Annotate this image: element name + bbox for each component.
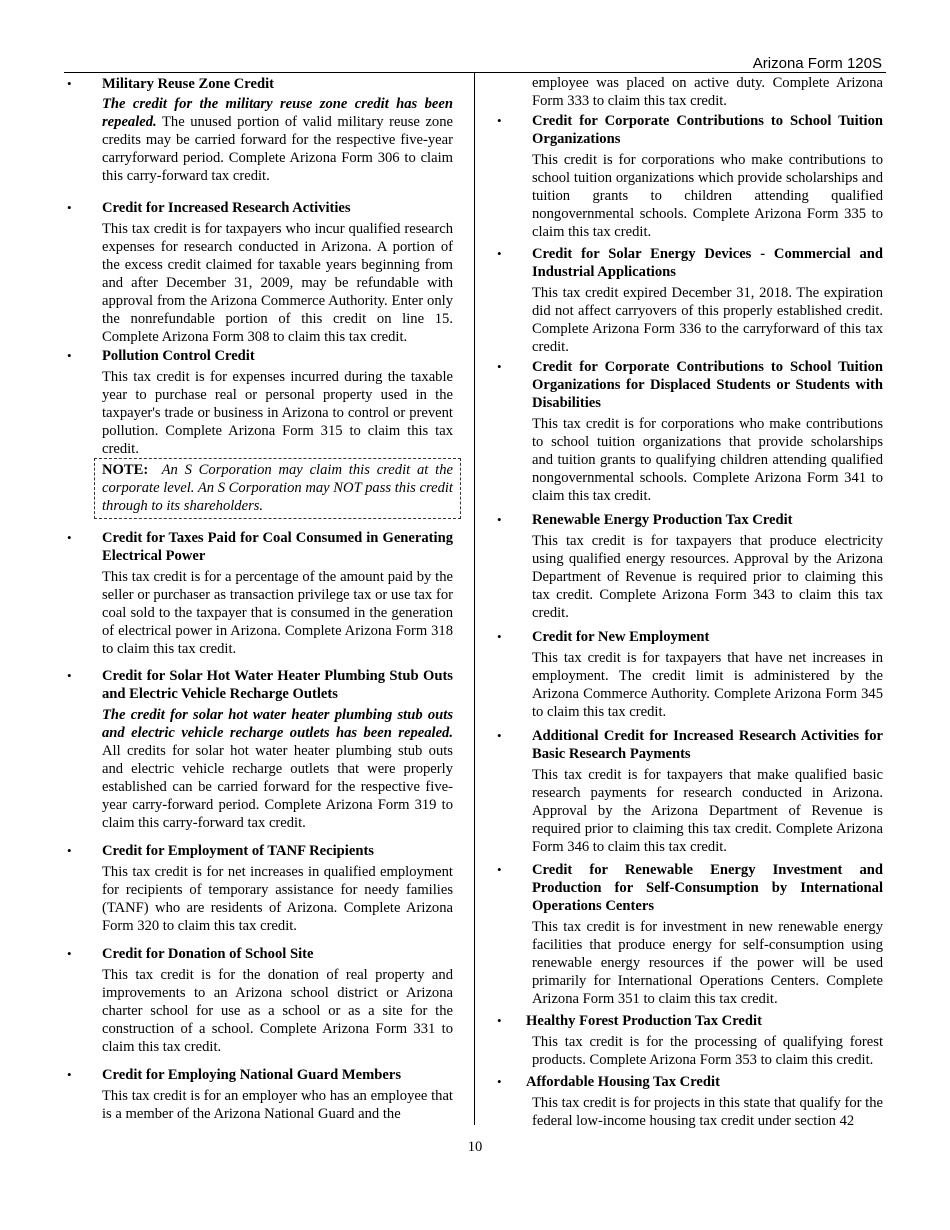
credit-affordable-housing	[497, 1073, 883, 1091]
bullet-icon: •	[497, 1074, 502, 1089]
bullet-icon: •	[497, 629, 502, 644]
credit-body: This tax credit is for corporations who make contributions to school tuition organizations that provide scholarships and tuition grants to qualifying children attending qualified nongovernmental schools. Complete Arizona Form 341 to claim this tax credit.	[532, 416, 883, 504]
credit-tanf-recipients	[67, 842, 453, 935]
credit-healthy-forest-body	[532, 1033, 883, 1069]
credit-military-reuse-zone	[67, 75, 453, 185]
right-column	[497, 74, 883, 1130]
bullet-icon: •	[67, 668, 72, 683]
repealed-notice: The credit for the military reuse zone credit has been repealed.	[102, 96, 453, 130]
credit-body: This tax credit is for investment in new renewable energy facilities that produce energy for self-consumption using renewable energy resources if the power will be used primarily for International Operations Centers. Complete Arizona Form 351 to claim this tax credit.	[532, 919, 883, 1007]
credit-body: This tax credit is for taxpayers who incur qualified research expenses for research conducted in Arizona. A portion of the excess credit claimed for taxable years beginning from and after December 31, 2009, may be refundable with approval from the Arizona Commerce Authority. Enter only the nonrefundable portion of this credit on line 15. Complete Arizona Form 308 to claim this tax credit.	[102, 221, 453, 345]
column-divider	[474, 72, 475, 1125]
bullet-icon: •	[497, 1013, 502, 1028]
credit-national-guard	[67, 1066, 453, 1123]
credit-body: The credit for the military reuse zone credit has been repealed. The unused portion of valid military reuse zone credits may be carried forward for the respective five-year carryforward period. Complete Arizona Form 306 to claim this carry-forward tax credit.	[102, 96, 453, 184]
page-number: 10	[467, 1139, 483, 1155]
bullet-icon: •	[67, 348, 72, 363]
credit-title: Credit for Corporate Contributions to School Tuition Organizations for Displaced Students or Students with Disabilities	[532, 359, 883, 411]
credit-title: Military Reuse Zone Credit	[102, 76, 274, 92]
credit-body: This tax credit is for an employer who has an employee that is a member of the Arizona National Guard and the	[102, 1088, 453, 1122]
credit-title: Credit for Increased Research Activities	[102, 200, 351, 216]
bullet-icon: •	[497, 113, 502, 128]
repealed-notice: The credit for solar hot water heater plumbing stub outs and electric vehicle recharge outlets has been repealed.	[102, 707, 453, 741]
credit-title: Credit for Solar Energy Devices - Commercial and Industrial Applications	[532, 246, 883, 280]
credit-renewable-investment	[497, 861, 883, 1008]
credit-solar-hot-water	[67, 667, 453, 832]
credit-body: This tax credit is for taxpayers that produce electricity using qualified energy resources. Approval by the Arizona Department of Revenue is required prior to claiming this tax credit. Complete Arizona Form 343 to claim this tax credit.	[532, 533, 883, 621]
credit-title: Affordable Housing Tax Credit	[526, 1074, 720, 1090]
credit-title: Credit for Corporate Contributions to School Tuition Organizations	[532, 113, 883, 147]
credit-renewable-production	[497, 511, 883, 622]
credit-title: Credit for New Employment	[532, 629, 710, 645]
bullet-icon: •	[497, 728, 502, 743]
credit-body: This tax credit is for taxpayers that make qualified basic research payments for research conducted in Arizona. Approval by the Arizona Department of Revenue is required prior to claiming this tax credit. Complete Arizona Form 346 to claim this tax credit.	[532, 767, 883, 855]
credit-body: This credit is for corporations who make contributions to school tuition organizations which provide scholarships and tuition grants to children attending qualified nongovernmental schools. Complete Arizona Form 335 to claim this tax credit.	[532, 152, 883, 240]
header-rule	[64, 72, 886, 73]
credit-new-employment	[497, 628, 883, 721]
credit-basic-research	[497, 727, 883, 856]
left-column	[67, 75, 453, 1123]
bullet-icon: •	[67, 843, 72, 858]
bullet-icon: •	[497, 359, 502, 374]
note-label: NOTE:	[102, 462, 149, 478]
credit-body: This tax credit is for a percentage of the amount paid by the seller or purchaser as transaction privilege tax or use tax for coal sold to the taxpayer that is consumed in the generation of electrical power in Arizona. Complete Arizona Form 318 to claim this tax credit.	[102, 569, 453, 657]
note-box	[94, 458, 461, 519]
form-title: Arizona Form 120S	[752, 55, 882, 72]
bullet-icon: •	[497, 512, 502, 527]
credit-body: This tax credit is for expenses incurred during the taxable year to purchase real or personal property used in the taxpayer's trade or business in Arizona to control or prevent pollution. Complete Arizona Form 315 to claim this tax credit.	[102, 369, 453, 457]
credit-title: Credit for Employment of TANF Recipients	[102, 843, 374, 859]
bullet-icon: •	[67, 946, 72, 961]
credit-school-tuition	[497, 112, 883, 241]
bullet-icon: •	[67, 1067, 72, 1082]
credit-body: This tax credit is for the processing of qualifying forest products. Complete Arizona Form 353 to claim this credit.	[532, 1034, 883, 1068]
credit-displaced-students	[497, 358, 883, 505]
credit-title: Credit for Donation of School Site	[102, 946, 314, 962]
credit-affordable-housing-body	[532, 1094, 883, 1130]
credit-body: The credit for solar hot water heater plumbing stub outs and electric vehicle recharge outlets has been repealed. All credits for solar hot water heater plumbing stub outs and electric vehicle recharge outlets that were properly established can be carried forward for the respective five-year carry-forward period. Complete Arizona Form 319 to claim this carry-forward tax credit.	[102, 707, 453, 831]
continued-text: employee was placed on active duty. Complete Arizona Form 333 to claim this tax credit.	[532, 75, 883, 109]
credit-title: Healthy Forest Production Tax Credit	[526, 1013, 762, 1029]
credit-school-site	[67, 945, 453, 1056]
credit-pollution-control	[67, 347, 453, 519]
credit-solar-energy-devices	[497, 245, 883, 356]
credit-increased-research	[67, 199, 453, 346]
credit-body: This tax credit is for net increases in qualified employment for recipients of temporary assistance for needy families (TANF) who are residents of Arizona. Complete Arizona Form 320 to claim this tax credit.	[102, 864, 453, 934]
credit-body: This tax credit is for the donation of real property and improvements to an Arizona school district or Arizona charter school for use as a school or as a site for the construction of a school. Complete Arizona Form 331 to claim this tax credit.	[102, 967, 453, 1055]
credit-title: Credit for Taxes Paid for Coal Consumed in Generating Electrical Power	[102, 530, 453, 564]
credit-title: Pollution Control Credit	[102, 348, 255, 364]
note-text: An S Corporation may claim this credit at the corporate level. An S Corporation may NOT pass this credit through to its shareholders.	[102, 462, 453, 514]
credit-title: Credit for Solar Hot Water Heater Plumbing Stub Outs and Electric Vehicle Recharge Outlets	[102, 668, 453, 702]
credit-title: Credit for Renewable Energy Investment and Production for Self-Consumption by International Operations Centers	[532, 862, 883, 914]
credit-title: Credit for Employing National Guard Members	[102, 1067, 402, 1083]
credit-body: This tax credit is for taxpayers that have net increases in employment. The credit limit is administered by the Arizona Commerce Authority. Complete Arizona Form 345 to claim this tax credit.	[532, 650, 883, 720]
credit-body: This tax credit expired December 31, 2018. The expiration did not affect carryovers of this properly established credit. Complete Arizona Form 336 to the carryforward of this tax credit.	[532, 285, 883, 355]
bullet-icon: •	[67, 530, 72, 545]
bullet-icon: •	[497, 862, 502, 877]
bullet-icon: •	[497, 246, 502, 261]
credit-title: Additional Credit for Increased Research Activities for Basic Research Payments	[532, 728, 883, 762]
credit-coal-consumed	[67, 529, 453, 658]
credit-body: This tax credit is for projects in this state that qualify for the federal low-income housing tax credit under section 42	[532, 1095, 883, 1129]
credit-healthy-forest	[497, 1012, 883, 1030]
credit-title: Renewable Energy Production Tax Credit	[532, 512, 793, 528]
bullet-icon: •	[67, 76, 72, 91]
bullet-icon: •	[67, 200, 72, 215]
